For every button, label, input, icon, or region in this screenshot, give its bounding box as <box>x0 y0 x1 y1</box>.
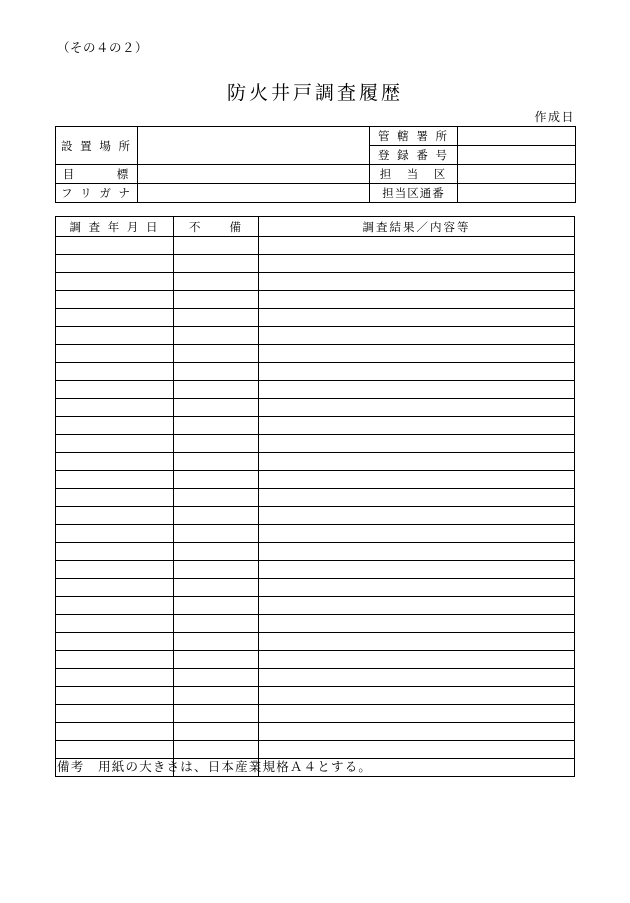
cell-defect[interactable] <box>174 309 259 327</box>
table-row <box>56 741 575 759</box>
cell-date[interactable] <box>56 291 174 309</box>
cell-defect[interactable] <box>174 273 259 291</box>
cell-date[interactable] <box>56 579 174 597</box>
table-row <box>56 291 575 309</box>
cell-date[interactable] <box>56 471 174 489</box>
cell-date[interactable] <box>56 633 174 651</box>
cell-result[interactable] <box>259 525 575 543</box>
cell-date[interactable] <box>56 417 174 435</box>
cell-defect[interactable] <box>174 723 259 741</box>
cell-date[interactable] <box>56 651 174 669</box>
cell-date[interactable] <box>56 399 174 417</box>
cell-date[interactable] <box>56 525 174 543</box>
cell-result[interactable] <box>259 597 575 615</box>
table-row <box>56 327 575 345</box>
table-row <box>56 417 575 435</box>
table-row <box>56 399 575 417</box>
table-row <box>56 669 575 687</box>
cell-date[interactable] <box>56 453 174 471</box>
cell-defect[interactable] <box>174 489 259 507</box>
cell-result[interactable] <box>259 291 575 309</box>
cell-date[interactable] <box>56 309 174 327</box>
cell-date[interactable] <box>56 615 174 633</box>
cell-result[interactable] <box>259 669 575 687</box>
cell-defect[interactable] <box>174 327 259 345</box>
cell-defect[interactable] <box>174 363 259 381</box>
cell-defect[interactable] <box>174 597 259 615</box>
table-row <box>56 705 575 723</box>
table-row <box>56 471 575 489</box>
cell-date[interactable] <box>56 723 174 741</box>
table-row <box>56 345 575 363</box>
cell-result[interactable] <box>259 543 575 561</box>
table-row <box>56 237 575 255</box>
cell-defect[interactable] <box>174 507 259 525</box>
cell-result[interactable] <box>259 237 575 255</box>
table-row <box>56 184 576 203</box>
cell-date[interactable] <box>56 435 174 453</box>
label-installation-place: 設 置 場 所 <box>56 127 138 165</box>
table-row <box>56 507 575 525</box>
cell-date[interactable] <box>56 561 174 579</box>
cell-result[interactable] <box>259 651 575 669</box>
table-row <box>56 381 575 399</box>
cell-defect[interactable] <box>174 651 259 669</box>
column-header-survey-date: 調 査 年 月 日 <box>56 217 174 237</box>
cell-result[interactable] <box>259 507 575 525</box>
cell-date[interactable] <box>56 669 174 687</box>
cell-result[interactable] <box>259 399 575 417</box>
cell-defect[interactable] <box>174 687 259 705</box>
cell-date[interactable] <box>56 741 174 759</box>
cell-date[interactable] <box>56 255 174 273</box>
form-number: （その４の２） <box>57 40 149 55</box>
label-registration-number: 登 録 番 号 <box>370 146 458 165</box>
page-title: 防火井戸調査履歴 <box>226 82 403 104</box>
cell-result[interactable] <box>259 471 575 489</box>
table-row <box>56 309 575 327</box>
cell-date[interactable] <box>56 237 174 255</box>
cell-defect[interactable] <box>174 345 259 363</box>
cell-result[interactable] <box>259 453 575 471</box>
cell-result[interactable] <box>259 273 575 291</box>
cell-date[interactable] <box>56 345 174 363</box>
cell-defect[interactable] <box>174 417 259 435</box>
cell-result[interactable] <box>259 489 575 507</box>
field-landmark[interactable] <box>138 165 370 184</box>
cell-defect[interactable] <box>174 237 259 255</box>
label-landmark: 目 標 <box>56 165 138 184</box>
table-row <box>56 127 576 146</box>
remarks-note: 備考 用紙の大きさは、日本産業規格Ａ４とする。 <box>57 759 373 774</box>
table-row <box>56 165 576 184</box>
cell-result[interactable] <box>259 705 575 723</box>
survey-table-body <box>56 237 575 777</box>
table-row <box>56 615 575 633</box>
cell-defect[interactable] <box>174 669 259 687</box>
cell-defect[interactable] <box>174 615 259 633</box>
table-row <box>56 453 575 471</box>
table-row <box>56 363 575 381</box>
cell-result[interactable] <box>259 615 575 633</box>
cell-result[interactable] <box>259 561 575 579</box>
cell-result[interactable] <box>259 633 575 651</box>
table-row <box>56 489 575 507</box>
field-district[interactable] <box>458 165 576 184</box>
table-row <box>56 543 575 561</box>
cell-defect[interactable] <box>174 525 259 543</box>
field-installation-place[interactable] <box>138 127 370 165</box>
table-row <box>56 597 575 615</box>
table-row <box>56 687 575 705</box>
cell-result[interactable] <box>259 255 575 273</box>
header-info-table <box>55 126 576 203</box>
cell-defect[interactable] <box>174 633 259 651</box>
cell-date[interactable] <box>56 507 174 525</box>
cell-date[interactable] <box>56 363 174 381</box>
column-header-defect: 不 備 <box>174 217 259 237</box>
column-header-result: 調査結果／内容等 <box>259 217 575 237</box>
field-district-serial[interactable] <box>458 184 576 203</box>
cell-defect[interactable] <box>174 291 259 309</box>
cell-defect[interactable] <box>174 471 259 489</box>
cell-result[interactable] <box>259 741 575 759</box>
table-row <box>56 579 575 597</box>
cell-result[interactable] <box>259 345 575 363</box>
label-jurisdiction-station: 管 轄 署 所 <box>370 127 458 146</box>
cell-date[interactable] <box>56 705 174 723</box>
cell-defect[interactable] <box>174 561 259 579</box>
cell-defect[interactable] <box>174 453 259 471</box>
table-row <box>56 723 575 741</box>
field-furigana[interactable] <box>138 184 370 203</box>
table-row <box>56 561 575 579</box>
cell-date[interactable] <box>56 687 174 705</box>
label-district: 担 当 区 <box>370 165 458 184</box>
label-furigana: フ リ ガ ナ <box>56 184 138 203</box>
cell-date[interactable] <box>56 273 174 291</box>
cell-result[interactable] <box>259 309 575 327</box>
cell-result[interactable] <box>259 381 575 399</box>
cell-date[interactable] <box>56 381 174 399</box>
field-jurisdiction-station[interactable] <box>458 127 576 146</box>
cell-result[interactable] <box>259 435 575 453</box>
field-registration-number[interactable] <box>458 146 576 165</box>
cell-date[interactable] <box>56 543 174 561</box>
cell-result[interactable] <box>259 579 575 597</box>
cell-result[interactable] <box>259 417 575 435</box>
cell-result[interactable] <box>259 363 575 381</box>
cell-defect[interactable] <box>174 435 259 453</box>
cell-defect[interactable] <box>174 705 259 723</box>
table-row <box>56 255 575 273</box>
cell-defect[interactable] <box>174 381 259 399</box>
cell-result[interactable] <box>259 327 575 345</box>
created-date-label: 作成日 <box>534 110 575 124</box>
cell-defect[interactable] <box>174 255 259 273</box>
label-district-serial: 担当区通番 <box>370 184 458 203</box>
cell-date[interactable] <box>56 327 174 345</box>
table-row <box>56 435 575 453</box>
survey-history-table <box>55 216 575 777</box>
cell-date[interactable] <box>56 597 174 615</box>
table-row <box>56 273 575 291</box>
cell-result[interactable] <box>259 723 575 741</box>
table-row <box>56 633 575 651</box>
table-row <box>56 651 575 669</box>
cell-defect[interactable] <box>174 399 259 417</box>
cell-date[interactable] <box>56 489 174 507</box>
cell-result[interactable] <box>259 687 575 705</box>
cell-defect[interactable] <box>174 741 259 759</box>
table-row <box>56 525 575 543</box>
cell-defect[interactable] <box>174 543 259 561</box>
table-header-row <box>56 217 575 237</box>
cell-defect[interactable] <box>174 579 259 597</box>
